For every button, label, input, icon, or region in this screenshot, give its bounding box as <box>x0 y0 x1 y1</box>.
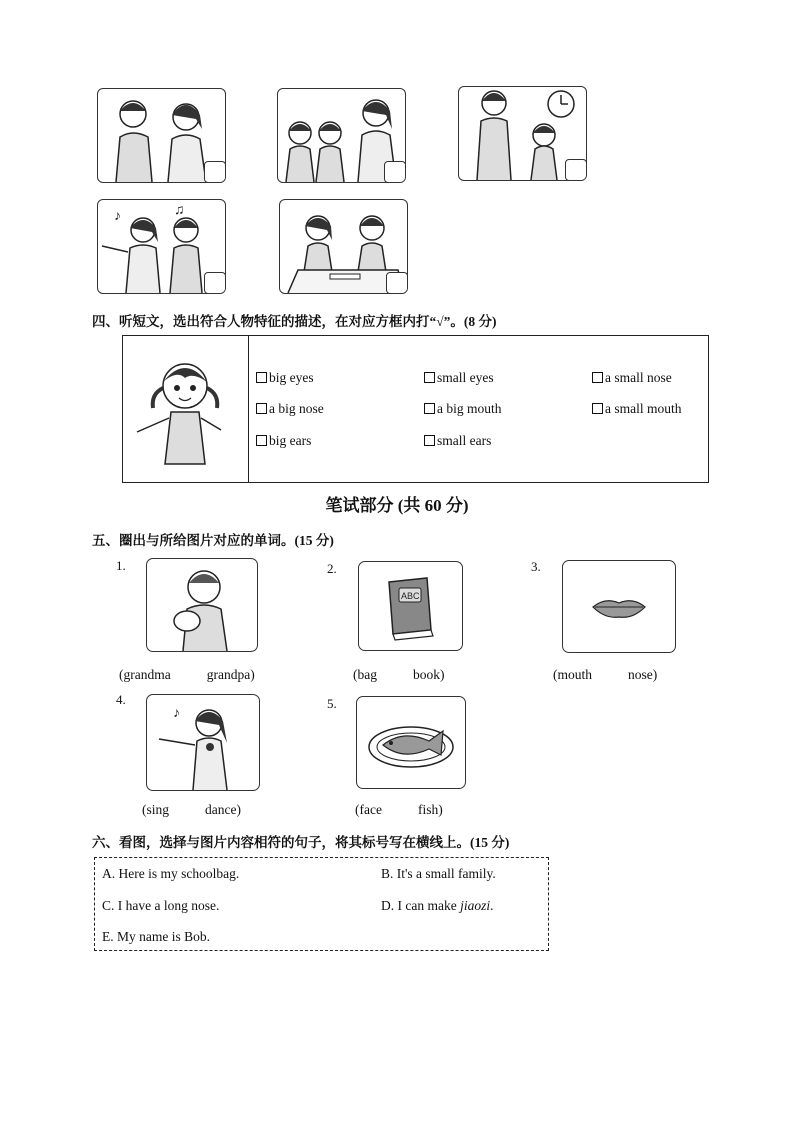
answer-box[interactable] <box>565 159 587 181</box>
option-big-eyes[interactable]: big eyes <box>256 370 314 386</box>
sentence-a: A. Here is my schoolbag. <box>102 866 240 881</box>
word-choice-4 <box>142 802 241 818</box>
word-option[interactable]: nose) <box>628 667 658 682</box>
checkbox[interactable] <box>256 403 267 414</box>
grandpa-picture <box>146 558 258 652</box>
word-option[interactable]: dance) <box>205 802 241 817</box>
word-option[interactable]: grandpa) <box>206 667 255 682</box>
option-big-mouth[interactable]: a big mouth <box>424 401 502 417</box>
singing-girl-picture <box>146 694 260 791</box>
answer-box[interactable] <box>204 161 226 183</box>
checkbox[interactable] <box>256 435 267 446</box>
checkbox[interactable] <box>424 372 435 383</box>
checkbox[interactable] <box>424 435 435 446</box>
section4-picture-cell <box>123 336 249 482</box>
book-label: ABC <box>401 591 420 601</box>
item-number: 3. <box>531 559 541 574</box>
svg-text:♪: ♪ <box>114 209 121 224</box>
listen-picture-5 <box>279 199 408 294</box>
listen-picture-1 <box>97 88 226 183</box>
sentence-d: D. I can make jiaozi. <box>381 898 494 913</box>
option-big-ears[interactable]: big ears <box>256 433 311 449</box>
option-small-eyes[interactable]: small eyes <box>424 370 494 386</box>
listen-picture-4 <box>97 199 226 294</box>
item-number: 4. <box>116 692 126 707</box>
checkbox[interactable] <box>256 372 267 383</box>
sentence-c: C. I have a long nose. <box>102 898 220 913</box>
word-choice-2 <box>353 667 445 683</box>
word-option[interactable]: (mouth <box>553 667 592 682</box>
girl-picture <box>123 336 248 482</box>
word-option[interactable]: (sing <box>142 802 169 817</box>
section5-heading: 五、圈出与所给图片对应的单词。(15 分) <box>92 533 334 548</box>
checkbox[interactable] <box>592 403 603 414</box>
section6-heading: 六、看图，选择与图片内容相符的句子，将其标号写在横线上。(15 分) <box>92 835 510 850</box>
option-small-nose[interactable]: a small nose <box>592 370 672 386</box>
answer-box[interactable] <box>384 161 406 183</box>
sentence-bank <box>94 857 549 951</box>
option-big-nose[interactable]: a big nose <box>256 401 324 417</box>
answer-box[interactable] <box>204 272 226 294</box>
svg-text:♫: ♫ <box>174 203 185 218</box>
mouth-picture <box>562 560 676 653</box>
sentence-e: E. My name is Bob. <box>102 929 210 944</box>
item-number: 1. <box>116 558 126 573</box>
section4-heading: 四、听短文，选出符合人物特征的描述，在对应方框内打“√”。(8 分) <box>92 314 497 329</box>
word-option[interactable]: (bag <box>353 667 377 682</box>
sentence-b: B. It's a small family. <box>381 866 496 881</box>
word-option[interactable]: (face <box>355 802 382 817</box>
listen-picture-2 <box>277 88 406 183</box>
option-small-mouth[interactable]: a small mouth <box>592 401 682 417</box>
checkbox[interactable] <box>424 403 435 414</box>
word-option[interactable]: book) <box>413 667 445 682</box>
word-choice-5 <box>355 802 443 818</box>
answer-box[interactable] <box>386 272 408 294</box>
word-option[interactable]: fish) <box>417 802 443 817</box>
item-number: 5. <box>327 696 337 711</box>
word-choice-1 <box>119 667 255 683</box>
listen-picture-3 <box>458 86 587 181</box>
fish-plate-picture <box>356 696 466 789</box>
option-small-ears[interactable]: small ears <box>424 433 491 449</box>
section4-table <box>122 335 709 483</box>
word-option[interactable]: (grandma <box>119 667 171 682</box>
checkbox[interactable] <box>592 372 603 383</box>
svg-text:♪: ♪ <box>173 706 180 721</box>
item-number: 2. <box>327 561 337 576</box>
book-picture <box>358 561 463 651</box>
written-part-title: 笔试部分 (共 60 分) <box>325 496 469 515</box>
word-choice-3 <box>553 667 657 683</box>
